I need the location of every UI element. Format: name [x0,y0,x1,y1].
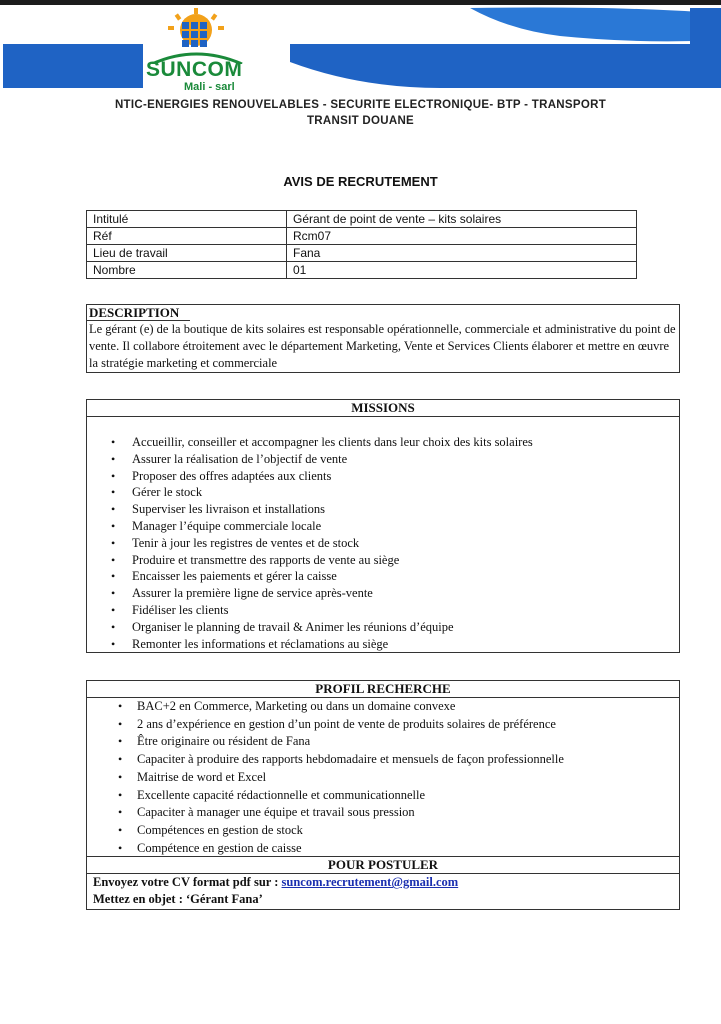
banner-swoosh [470,8,721,42]
table-row [87,245,637,262]
list-item: • Assurer la première ligne de service après-vente [87,585,679,602]
list-item: • BAC+2 en Commerce, Marketing ou dans un domaine convexe [87,698,679,716]
apply-instructions [87,874,679,891]
profile-heading: PROFIL RECHERCHE [87,681,679,698]
info-label-title: Intitulé [87,211,287,228]
list-item: • Produire et transmettre des rapports de vente au siège [87,552,679,569]
table-row [87,211,637,228]
list-item: • Capaciter à produire des rapports hebdomadaire et mensuels de façon professionnelle [87,751,679,769]
header-banner [0,0,721,100]
info-value-title: Gérant de point de vente – kits solaires [287,211,637,228]
suncom-logo-icon [148,8,246,64]
info-label-count: Nombre [87,262,287,279]
profile-section [86,680,680,910]
missions-list [87,434,679,652]
list-item: • Excellente capacité rédactionnelle et communicationnelle [87,787,679,805]
missions-section [86,399,680,653]
recruitment-email-link[interactable]: suncom.recrutement@gmail.com [281,875,459,890]
list-item: • Capaciter à manager une équipe et travail sous pression [87,804,679,822]
profile-list [87,698,679,857]
list-item: • Maitrise de word et Excel [87,769,679,787]
table-row [87,262,637,279]
list-item: • Remonter les informations et réclamations au siège [87,636,679,653]
missions-heading: MISSIONS [87,400,679,417]
description-heading: DESCRIPTION [87,305,190,321]
info-label-ref: Réf [87,228,287,245]
info-value-ref: Rcm07 [287,228,637,245]
list-item: • Accueillir, conseiller et accompagner les clients dans leur choix des kits solaires [87,434,679,451]
list-item: • Compétence en gestion de caisse [87,840,679,858]
banner-right-band [290,44,721,88]
logo-subtitle: Mali - sarl [184,81,235,93]
list-item: • Assurer la réalisation de l’objectif de vente [87,451,679,468]
job-info-table [86,210,637,279]
company-tagline-line2: TRANSIT DOUANE [306,115,415,127]
banner-left-band [3,44,143,88]
list-item: • Encaisser les paiements et gérer la caisse [87,568,679,585]
list-item: • Proposer des offres adaptées aux clients [87,468,679,485]
info-value-count: 01 [287,262,637,279]
company-tagline-line1: NTIC-ENERGIES RENOUVELABLES - SECURITE ELECTRONIQUE- BTP - TRANSPORT [114,99,607,111]
list-item: • 2 ans d’expérience en gestion d’un point de vente de produits solaires de préférence [87,716,679,734]
description-text: Le gérant (e) de la boutique de kits solaires est responsable opérationnelle, commerciale et administrative du point de vente. Il collabore étroitement avec le département Marketing, Vente et Services Clients élaborer et mettre en œuvre la stratégie marketing et commerciale [89,322,676,370]
logo-name: SUNCOM [146,58,243,81]
apply-heading: POUR POSTULER [87,856,679,874]
list-item: • Être originaire ou résident de Fana [87,733,679,751]
list-item: • Gérer le stock [87,484,679,501]
list-item: • Manager l’équipe commerciale locale [87,518,679,535]
list-item: • Superviser les livraison et installations [87,501,679,518]
apply-subject: Mettez en objet : ‘Gérant Fana’ [93,892,263,907]
table-row [87,228,637,245]
list-item: • Compétences en gestion de stock [87,822,679,840]
apply-text: Envoyez votre CV format pdf sur : [93,875,282,890]
list-item: • Tenir à jour les registres de ventes et de stock [87,535,679,552]
info-value-location: Fana [287,245,637,262]
page-title: AVIS DE RECRUTEMENT [283,174,438,189]
list-item: • Organiser le planning de travail & Animer les réunions d’équipe [87,619,679,636]
info-label-location: Lieu de travail [87,245,287,262]
list-item: • Fidéliser les clients [87,602,679,619]
description-section [86,304,680,373]
top-edge [0,0,721,5]
